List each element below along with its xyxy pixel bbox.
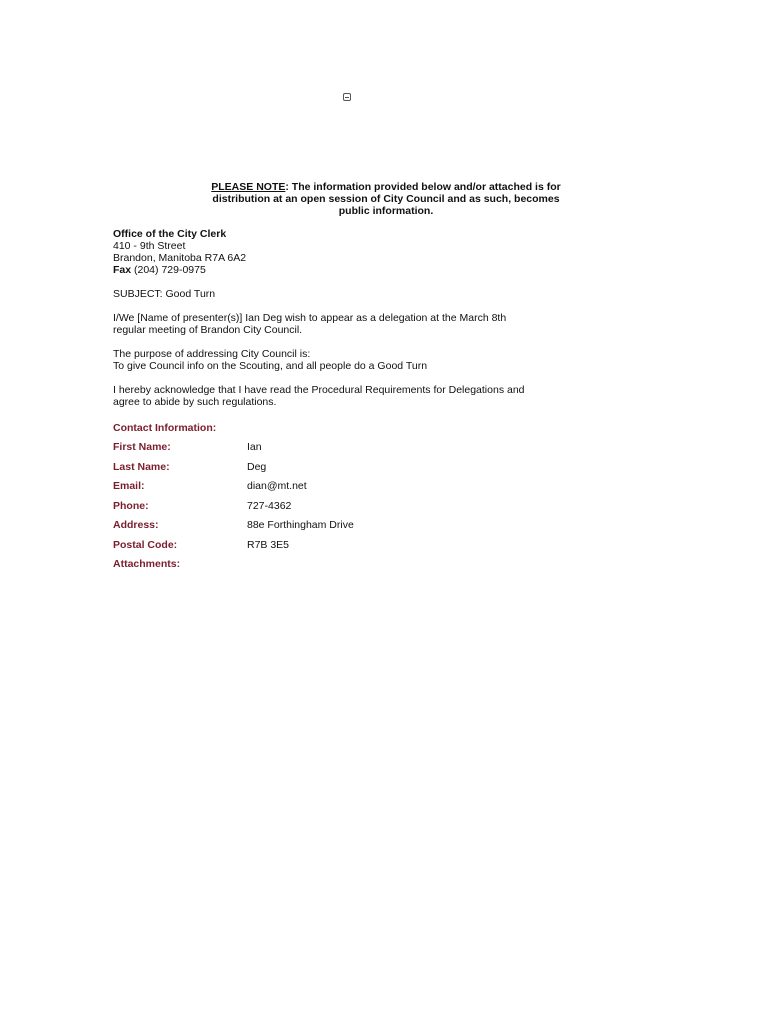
- note-text: : The information provided below and/or attached is for distribution at an open session of City Council and as such, becomes public information.: [212, 181, 561, 217]
- delegation-line1: I/We [Name of presenter(s)] Ian Deg wish to appear as a delegation at the March 8th: [113, 312, 507, 324]
- page-marker-icon: [343, 93, 351, 101]
- field-label: Phone:: [113, 500, 149, 512]
- office-block: [113, 228, 673, 276]
- office-address-line1: 410 - 9th Street: [113, 240, 186, 252]
- note-label: PLEASE NOTE: [211, 181, 286, 193]
- field-label: Address:: [113, 519, 159, 531]
- office-fax: [113, 264, 673, 276]
- fax-label: Fax: [113, 264, 132, 276]
- field-value: 727-4362: [247, 500, 292, 512]
- field-label: Email:: [113, 480, 145, 492]
- field-value: dian@mt.net: [247, 480, 307, 492]
- field-value: Ian: [247, 441, 262, 453]
- contact-heading: Contact Information:: [113, 422, 217, 434]
- subject-line: SUBJECT: Good Turn: [113, 288, 216, 300]
- public-information-notice: [208, 181, 564, 217]
- letter-body: [113, 228, 673, 408]
- acknowledge-line2: agree to abide by such regulations.: [113, 396, 277, 408]
- field-label: Last Name:: [113, 461, 170, 473]
- fax-number: (204) 729-0975: [131, 264, 206, 276]
- acknowledge-line1: I hereby acknowledge that I have read the Procedural Requirements for Delegations and: [113, 384, 525, 396]
- field-label: Attachments:: [113, 558, 181, 570]
- office-address-line2: Brandon, Manitoba R7A 6A2: [113, 252, 247, 264]
- purpose-line2: To give Council info on the Scouting, and all people do a Good Turn: [113, 360, 428, 372]
- field-label: Postal Code:: [113, 539, 178, 551]
- field-label: First Name:: [113, 441, 171, 453]
- field-value: 88e Forthingham Drive: [247, 519, 354, 531]
- purpose-line1: The purpose of addressing City Council is:: [113, 348, 311, 360]
- field-value: Deg: [247, 461, 267, 473]
- office-title: Office of the City Clerk: [113, 228, 227, 240]
- field-value: R7B 3E5: [247, 539, 290, 551]
- delegation-line2: regular meeting of Brandon City Council.: [113, 324, 303, 336]
